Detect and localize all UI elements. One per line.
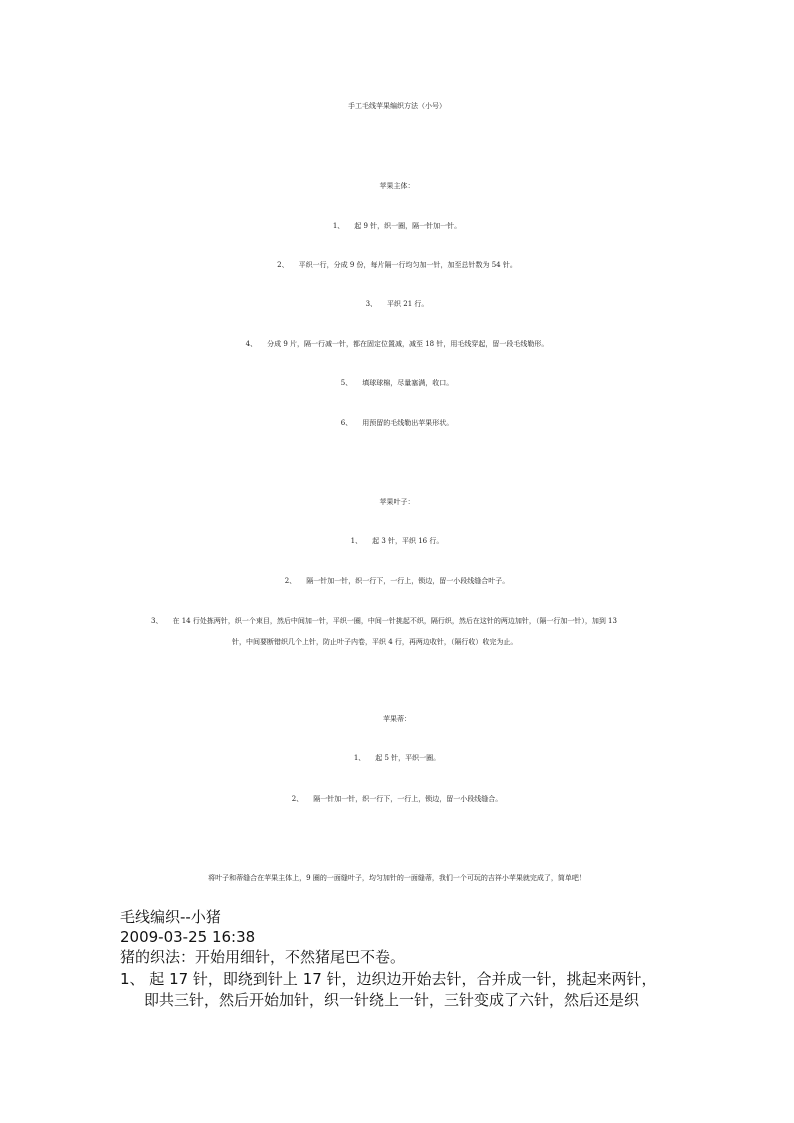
step-number: 1、 <box>353 754 366 762</box>
section-heading-body: 苹果主体： <box>379 182 415 190</box>
closing-note: 将叶子和蒂缝合在苹果主体上，9 圈的一面缝叶子，均匀加针的一面缝蒂，我们一个可玩的吉祥小苹果就完成了，简单吧！ <box>208 874 586 882</box>
step-number: 2、 <box>277 261 289 269</box>
step-text: 在 14 行处拣两针，织一个束目，然后中间加一针，平织一圈，中间一针挑起不织，隔行织，然后在这针的两边加针，（隔一行加一针），加到 13 <box>172 617 617 625</box>
step-number: 2、 <box>284 577 297 585</box>
step-text: 隔一针加一针，织一行下，一行上，锁边，留一小段线缝合。 <box>313 795 503 803</box>
step-text: 起 5 针，平织一圈。 <box>375 754 441 762</box>
post-step-1-continued: 即共三针，然后开始加针，织一针绕上一针，三针变成了六针，然后还是织 <box>144 991 640 1009</box>
body-step-5 <box>0 378 794 388</box>
leaf-step-3-continued: 针，中间要断错织几个上针，防止叶子内卷，平织 4 行，再两边收针，（隔行收）收完为止。 <box>232 638 518 646</box>
post-step-1: 1、 起 17 针，即绕到针上 17 针，边织边开始去针，合并成一针，挑起来两针， <box>120 970 657 988</box>
step-number: 1、 <box>350 537 363 545</box>
step-text: 起 9 针，织一圈，隔一针加一针。 <box>354 222 462 230</box>
step-text: 平织 21 行。 <box>387 300 429 308</box>
body-step-2 <box>0 260 794 270</box>
step-number: 4、 <box>245 340 258 348</box>
doc-title: 手工毛线苹果编织方法（小号） <box>348 102 446 110</box>
section-heading-stem: 苹果蒂： <box>383 715 411 723</box>
post-title: 毛线编织--小猪 <box>120 908 221 926</box>
body-step-1 <box>0 221 794 231</box>
stem-step-1 <box>0 753 794 763</box>
step-number: 1、 <box>332 222 345 230</box>
step-text: 分成 9 片，隔一行减一针，都在固定位置减，减至 18 针，用毛线穿起，留一段毛线勒形。 <box>267 340 549 348</box>
step-text: 填球球棉，尽量塞满，收口。 <box>362 379 454 387</box>
step-text: 起 3 针，平织 16 行。 <box>372 537 444 545</box>
step-text: 用预留的毛线勒出苹果形状。 <box>362 419 454 427</box>
leaf-step-1 <box>0 536 794 546</box>
body-step-3 <box>0 299 794 309</box>
post-date: 2009-03-25 16:38 <box>120 928 256 946</box>
step-number: 3、 <box>365 300 378 308</box>
stem-step-2 <box>0 794 794 804</box>
leaf-step-2 <box>0 576 794 586</box>
post-intro: 猪的织法：开始用细针，不然猪尾巴不卷。 <box>120 948 406 966</box>
step-text: 隔一针加一针，织一行下，一行上，锁边，留一小段线缝合叶子。 <box>306 577 510 585</box>
leaf-step-3 <box>151 616 617 626</box>
section-heading-leaf: 苹果叶子： <box>379 498 415 506</box>
body-step-4 <box>0 339 794 349</box>
step-text: 平织一行，分成 9 份，每片隔一行均匀加一针，加至总针数为 54 针。 <box>298 261 517 269</box>
body-step-6 <box>0 418 794 428</box>
step-number: 5、 <box>340 379 353 387</box>
step-number: 3、 <box>151 617 163 625</box>
step-number: 6、 <box>340 419 353 427</box>
step-number: 2、 <box>291 795 304 803</box>
